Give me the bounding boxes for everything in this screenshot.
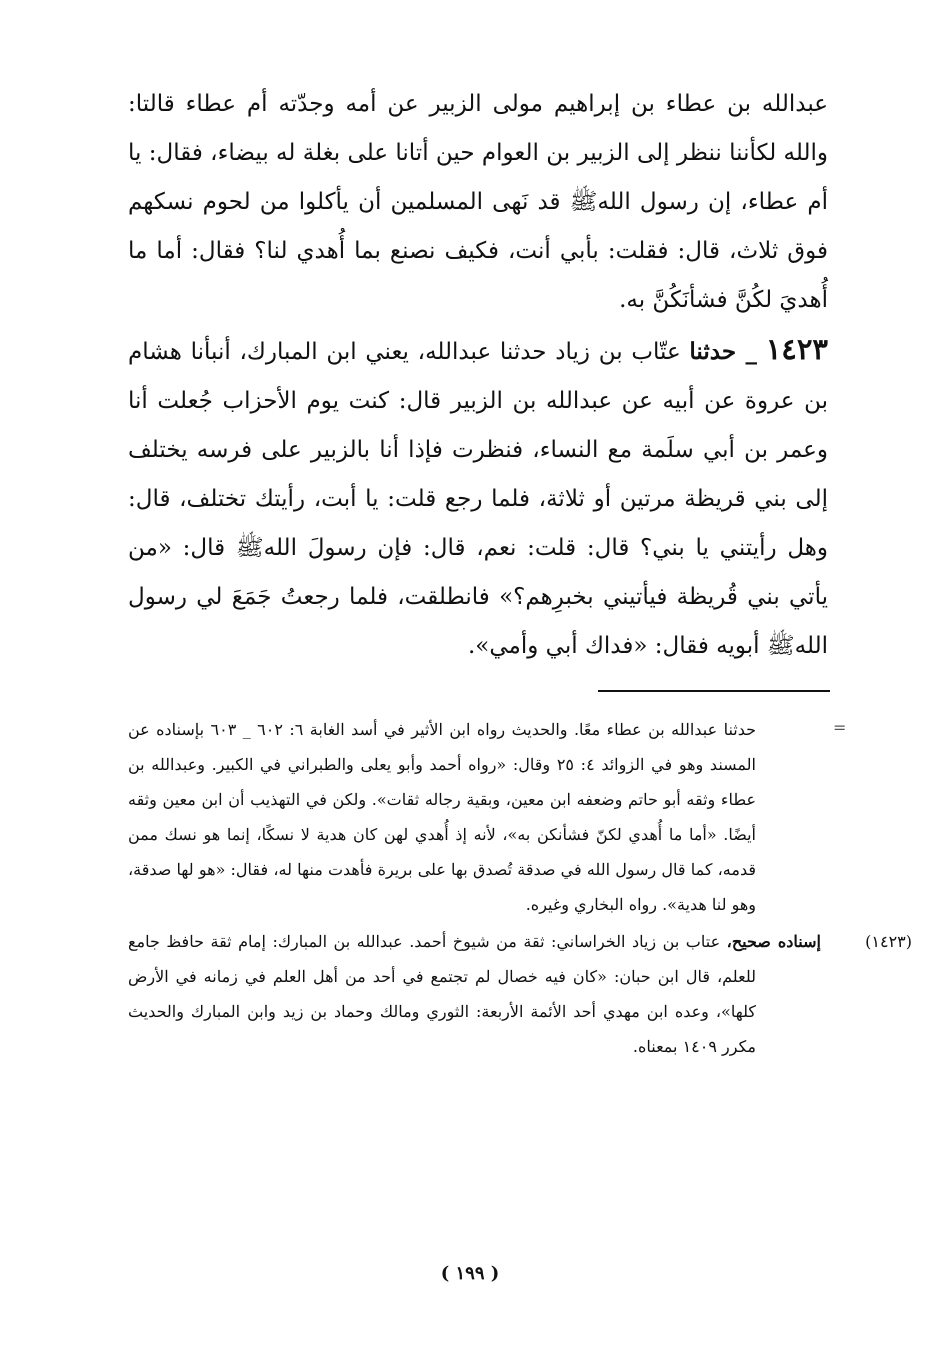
footnote-1423: (١٤٢٣) إسناده صحيح، عتاب بن زياد الخراساني: ثقة من شيوخ أحمد. عبدالله بن المبارك: إمام ثقة حافظ جامع للعلم، قال ابن حبان: «كان فيه خصال لم تجتمع في أحد من أهل العلم في زمانه في الأرض كلها»، وعده ابن مهدي أحد الأئمة الأربعة: الثوري ومالك وحماد بن زيد وابن المبارك والحديث مكرر ١٤٠٩ بمعناه.	[128, 932, 913, 1056]
hadith-number: ١٤٢٣	[765, 332, 828, 366]
footnote-continued: حدثنا عبدالله بن عطاء معًا. والحديث رواه ابن الأثير في أسد الغابة ٦: ٦٠٢ _ ٦٠٣ بإسناده عن المسند وهو في الزوائد ٤: ٢٥ وقال: «رواه أحمد وأبو يعلى والطبراني في الكبير. وعبدالله بن عطاء وثقه أبو حاتم وضعفه ابن معين، وبقية رجاله ثقات». ولكن في التهذيب أن ابن معين وثقه أيضًا. «أما ما أُهدي لكنّ فشأنكن به»، لأنه إذ أُهدي لهن كان هدية لا نسكًا، إنما هو نسك ممن قدمه، كما قال رسول الله في صدقة تُصدق بها على بريرة فأهدت منها له، فقال: «هو لها صدقة، وهو لنا هدية». رواه البخاري وغيره.	[128, 720, 757, 914]
hadith-lead-word: _ حدثنا	[689, 338, 757, 365]
hadith-continuation-paragraph: عبدالله بن عطاء بن إبراهيم مولى الزبير عن أمه وجدّته أم عطاء قالتا: والله لكأننا ننظر إلى الزبير بن العوام حين أتانا على بغلة له بيضاء، فقال: يا أم عطاء، إن رسول اللهﷺ قد نَهى المسلمين أن يأكلوا من لحوم نسكهم فوق ثلاث، قال: فقلت: بأبي أنت، فكيف نصنع بما أُهدي لنا؟ فقال: أما ما أُهديَ لكُنَّ فشأنَكُنَّ به.	[128, 91, 828, 313]
hadith-1423-text: عتّاب بن زياد حدثنا عبدالله، يعني ابن المبارك، أنبأنا هشام بن عروة عن أبيه عن عبدالله بن الزبير قال: كنت يوم الأحزاب جُعلت أنا وعمر بن أبي سلَمة مع النساء، فنظرت فإذا أنا بالزبير على فرسه يختلف إلى بني قريظة مرتين أو ثلاثة، فلما رجع قلت: يا أبت، رأيتك تختلف، قال: وهل رأيتني يا بني؟ قال: قلت: نعم، قال: فإن رسولَ اللهﷺ قال: «من يأتي بني قُريظة فيأتيني بخبرِهم؟» فانطلقت، فلما رجعتُ جَمَعَ لي رسول اللهﷺ أبويه فقال: «فداك أبي وأمي».	[128, 339, 828, 659]
footnote-body: عتاب بن زياد الخراساني: ثقة من شيوخ أحمد. عبدالله بن المبارك: إمام ثقة حافظ جامع للعلم، قال ابن حبان: «كان فيه خصال لم تجتمع في أحد من أهل العلم في زمانه في الأرض كلها»، وعده ابن مهدي أحد الأئمة الأربعة: الثوري ومالك وحماد بن زيد وابن المبارك والحديث مكرر ١٤٠٩ بمعناه.	[128, 932, 756, 1056]
hadith-1423-paragraph	[128, 325, 828, 671]
footnote-separator	[598, 690, 830, 692]
main-text	[128, 80, 828, 671]
page-number: ( ١٩٩ )	[440, 1263, 500, 1284]
footnote-continuation-marker: =	[833, 718, 847, 737]
footnote-grading: إسناده صحيح،	[726, 932, 821, 951]
footnotes	[128, 712, 913, 1064]
